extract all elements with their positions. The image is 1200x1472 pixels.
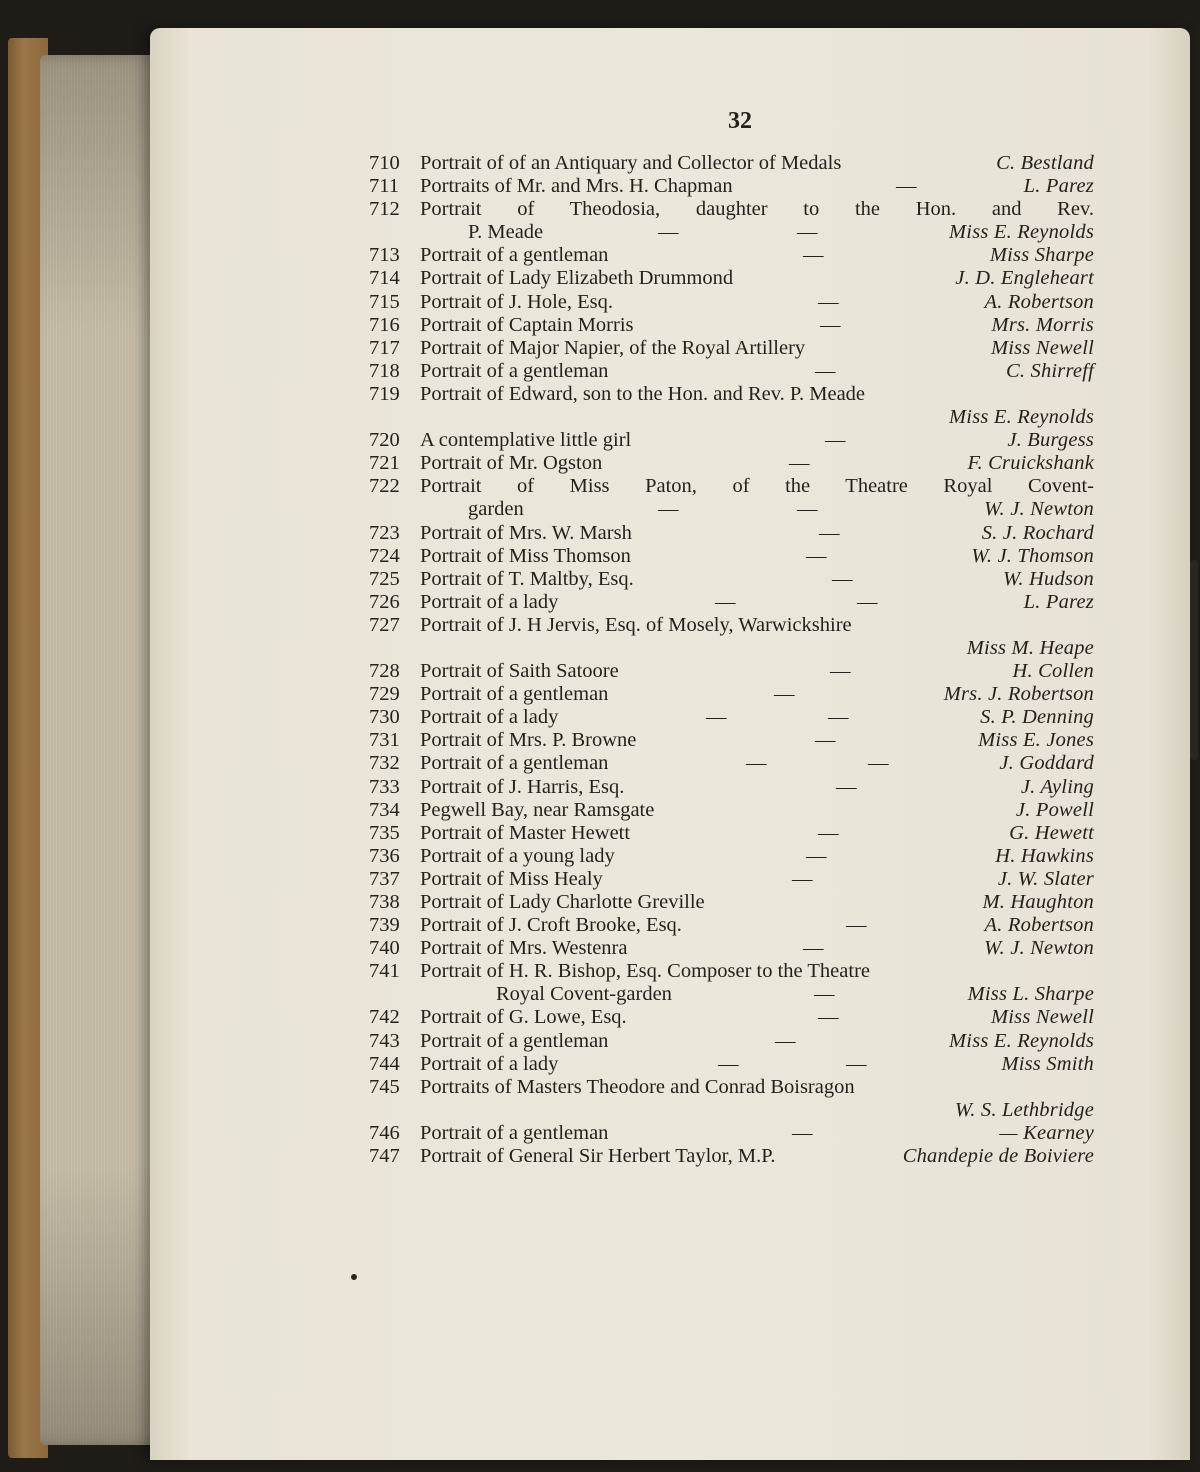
- list-item: [0, 660, 1200, 683]
- list-item: [0, 845, 1200, 868]
- entry-title: Portrait of J. H Jervis, Esq. of Mosely, Warwickshire: [420, 613, 852, 636]
- list-item: [0, 291, 1200, 314]
- entry-artist: L. Parez: [1023, 175, 1094, 198]
- dash-rule: —: [815, 359, 836, 382]
- entry-artist: A. Robertson: [984, 290, 1094, 313]
- dash-rule: —: [774, 683, 795, 706]
- list-item: [0, 891, 1200, 914]
- entry-artist: H. Hawkins: [995, 844, 1094, 867]
- list-item: [0, 314, 1200, 337]
- entry-title: Portrait of a lady: [420, 706, 559, 729]
- entry-number: 711: [369, 175, 399, 198]
- entry-title: Portrait of Theodosia, daughter to the Hon. and Rev.: [420, 198, 1094, 221]
- dash-rule: —: [803, 937, 824, 960]
- entry-artist: W. Hudson: [1002, 567, 1094, 590]
- entry-title: Portrait of a gentleman: [420, 683, 609, 706]
- list-item: [0, 452, 1200, 475]
- entry-number: 716: [369, 313, 400, 336]
- entry-title: Portrait of Mr. Ogston: [420, 452, 603, 475]
- entry-title: Portrait of a gentleman: [420, 359, 609, 382]
- dash-rule: —: [806, 544, 827, 567]
- list-item: [0, 475, 1200, 521]
- dash-rule: —: [814, 983, 835, 1006]
- ink-dot: [351, 1274, 357, 1280]
- entry-artist: J. Goddard: [999, 752, 1094, 775]
- list-item: [0, 152, 1200, 175]
- entry-artist: Miss E. Jones: [978, 729, 1094, 752]
- entry-artist: C. Shirreff: [1005, 359, 1094, 382]
- entry-artist: J. W. Slater: [997, 867, 1094, 890]
- entry-artist: Miss Newell: [991, 1006, 1094, 1029]
- entry-title: Portrait of T. Maltby, Esq.: [420, 567, 634, 590]
- entry-title: Portrait of Mrs. P. Browne: [420, 729, 637, 752]
- entry-artist: A. Robertson: [984, 914, 1094, 937]
- list-item: [0, 244, 1200, 267]
- dash-rule: —: [819, 521, 840, 544]
- list-item: [0, 937, 1200, 960]
- entry-artist: L. Parez: [1023, 590, 1094, 613]
- entry-title: Portraits of Masters Theodore and Conrad Boisragon: [420, 1075, 855, 1098]
- entry-number: 722: [369, 475, 400, 498]
- page-number: 32: [728, 108, 752, 134]
- entry-artist: J. Burgess: [1007, 429, 1094, 452]
- list-item: [0, 360, 1200, 383]
- dash-rule: —: [797, 498, 818, 521]
- dash-rule: —: [818, 290, 839, 313]
- list-item: [0, 914, 1200, 937]
- dash-rule: —: [828, 706, 849, 729]
- entry-artist: Miss M. Heape: [966, 636, 1094, 659]
- entry-number: 724: [369, 544, 400, 567]
- entry-title: Portrait of Miss Paton, of the Theatre Royal Covent-: [420, 475, 1094, 498]
- entry-artist: S. J. Rochard: [981, 521, 1094, 544]
- entry-title: Portrait of Miss Healy: [420, 867, 603, 890]
- dash-rule: —: [832, 567, 853, 590]
- list-item: [0, 799, 1200, 822]
- list-item: [0, 752, 1200, 775]
- dash-rule: —: [825, 429, 846, 452]
- entry-artist: W. J. Thomson: [971, 544, 1094, 567]
- dash-rule: —: [868, 752, 889, 775]
- list-item: [0, 1030, 1200, 1053]
- entry-artist: Miss E. Reynolds: [949, 1029, 1094, 1052]
- entry-title-continuation: Royal Covent-garden: [496, 983, 672, 1006]
- entry-title: Portrait of Edward, son to the Hon. and Rev. P. Meade: [420, 382, 866, 405]
- entry-artist: Chandepie de Boiviere: [902, 1145, 1094, 1168]
- entry-title: Portrait of J. Hole, Esq.: [420, 290, 614, 313]
- entry-artist: C. Bestland: [996, 152, 1094, 174]
- entry-number: 725: [369, 567, 400, 590]
- list-item: [0, 960, 1200, 1006]
- dash-rule: —: [706, 706, 727, 729]
- entry-number: 742: [369, 1006, 400, 1029]
- entry-number: 733: [369, 775, 400, 798]
- entry-artist: Miss Sharpe: [989, 244, 1094, 267]
- dash-rule: —: [846, 1052, 867, 1075]
- entry-artist: Mrs. J. Robertson: [943, 683, 1094, 706]
- list-item: [0, 776, 1200, 799]
- dash-rule: —: [818, 1006, 839, 1029]
- list-item: [0, 198, 1200, 244]
- entry-number: 717: [369, 336, 400, 359]
- entry-artist: — Kearney: [999, 1121, 1094, 1144]
- entry-title: Portrait of a gentleman: [420, 244, 609, 267]
- entry-artist: M. Haughton: [982, 891, 1094, 913]
- entry-artist: Miss E. Reynolds: [949, 406, 1094, 429]
- entry-title: Portrait of Mrs. Westenra: [420, 937, 628, 960]
- entry-artist: W. J. Newton: [984, 498, 1094, 521]
- entry-title: Portrait of Major Napier, of the Royal Artillery: [420, 336, 806, 359]
- entry-number: 741: [369, 960, 400, 983]
- list-item: [0, 729, 1200, 752]
- dash-rule: —: [715, 590, 736, 613]
- entry-number: 720: [369, 429, 400, 452]
- dash-rule: —: [830, 660, 851, 683]
- dash-rule: —: [718, 1052, 739, 1075]
- entry-title: Portrait of Miss Thomson: [420, 544, 631, 567]
- entry-title: Portrait of General Sir Herbert Taylor, M.P.: [420, 1145, 776, 1168]
- entry-number: 713: [369, 244, 400, 267]
- entry-number: 712: [369, 198, 400, 221]
- dash-rule: —: [857, 590, 878, 613]
- entry-number: 729: [369, 683, 400, 706]
- list-item: [0, 1122, 1200, 1145]
- entry-title: Portrait of H. R. Bishop, Esq. Composer to the Theatre: [420, 960, 870, 983]
- entry-number: 745: [369, 1075, 400, 1098]
- entry-title: Portrait of Lady Charlotte Greville: [420, 891, 705, 913]
- entry-number: 737: [369, 867, 400, 890]
- dash-rule: —: [658, 498, 679, 521]
- list-item: [0, 706, 1200, 729]
- entry-artist: J. D. Engleheart: [955, 267, 1094, 290]
- entry-number: 743: [369, 1029, 400, 1052]
- list-item: [0, 545, 1200, 568]
- list-item: [0, 822, 1200, 845]
- entry-title-continuation: P. Meade: [468, 221, 544, 244]
- list-item: [0, 429, 1200, 452]
- list-item: [0, 1076, 1200, 1122]
- entry-artist: W. S. Lethbridge: [954, 1098, 1094, 1121]
- entry-number: 735: [369, 821, 400, 844]
- dash-rule: —: [803, 244, 824, 267]
- dash-rule: —: [818, 821, 839, 844]
- entry-number: 710: [369, 152, 400, 174]
- entry-title: Pegwell Bay, near Ramsgate: [420, 798, 655, 821]
- dash-rule: —: [797, 221, 818, 244]
- entry-number: 730: [369, 706, 400, 729]
- dash-rule: —: [746, 752, 767, 775]
- entry-number: 714: [369, 267, 400, 290]
- entry-title: Portraits of Mr. and Mrs. H. Chapman: [420, 175, 733, 198]
- list-item: [0, 614, 1200, 660]
- list-item: [0, 175, 1200, 198]
- entry-title: A contemplative little girl: [420, 429, 632, 452]
- entry-artist: W. J. Newton: [984, 937, 1094, 960]
- entry-artist: J. Powell: [1015, 798, 1094, 821]
- list-item: [0, 1006, 1200, 1029]
- list-item: [0, 1053, 1200, 1076]
- entry-number: 736: [369, 844, 400, 867]
- entry-artist: Mrs. Morris: [991, 313, 1094, 336]
- entry-number: 719: [369, 382, 400, 405]
- entry-number: 718: [369, 359, 400, 382]
- entry-artist: Miss Newell: [991, 336, 1094, 359]
- entry-title: Portrait of J. Harris, Esq.: [420, 775, 625, 798]
- dash-rule: —: [792, 867, 813, 890]
- entry-artist: S. P. Denning: [980, 706, 1094, 729]
- entry-title: Portrait of Master Hewett: [420, 821, 631, 844]
- list-item: [0, 591, 1200, 614]
- entry-title: Portrait of J. Croft Brooke, Esq.: [420, 914, 682, 937]
- dash-rule: —: [896, 175, 917, 198]
- list-item: [0, 1145, 1200, 1168]
- entry-title: Portrait of Captain Morris: [420, 313, 634, 336]
- catalogue-list: [0, 152, 1200, 1168]
- entry-title: Portrait of a gentleman: [420, 1029, 609, 1052]
- entry-artist: F. Cruickshank: [967, 452, 1094, 475]
- list-item: [0, 267, 1200, 290]
- entry-title: Portrait of Lady Elizabeth Drummond: [420, 267, 734, 290]
- entry-number: 738: [369, 891, 400, 913]
- list-item: [0, 383, 1200, 429]
- entry-artist: Miss E. Reynolds: [949, 221, 1094, 244]
- dash-rule: —: [789, 452, 810, 475]
- entry-number: 734: [369, 798, 400, 821]
- list-item: [0, 522, 1200, 545]
- dash-rule: —: [836, 775, 857, 798]
- list-item: [0, 683, 1200, 706]
- entry-number: 732: [369, 752, 400, 775]
- entry-number: 747: [369, 1145, 400, 1168]
- entry-number: 746: [369, 1121, 400, 1144]
- entry-title: Portrait of a young lady: [420, 844, 615, 867]
- entry-title: Portrait of G. Lowe, Esq.: [420, 1006, 627, 1029]
- entry-title-continuation: garden: [468, 498, 524, 521]
- entry-number: 744: [369, 1052, 400, 1075]
- entry-artist: Miss L. Sharpe: [967, 983, 1094, 1006]
- entry-artist: H. Collen: [1012, 660, 1094, 683]
- entry-title: Portrait of Saith Satoore: [420, 660, 619, 683]
- list-item: [0, 568, 1200, 591]
- entry-number: 739: [369, 914, 400, 937]
- entry-number: 726: [369, 590, 400, 613]
- entry-number: 740: [369, 937, 400, 960]
- entry-number: 715: [369, 290, 400, 313]
- entry-number: 728: [369, 660, 400, 683]
- entry-title: Portrait of a lady: [420, 1052, 559, 1075]
- entry-artist: G. Hewett: [1009, 821, 1094, 844]
- entry-title: Portrait of Mrs. W. Marsh: [420, 521, 632, 544]
- dash-rule: —: [815, 729, 836, 752]
- entry-number: 727: [369, 613, 400, 636]
- dash-rule: —: [820, 313, 841, 336]
- entry-number: 723: [369, 521, 400, 544]
- entry-title: Portrait of of an Antiquary and Collector of Medals: [420, 152, 842, 174]
- list-item: [0, 868, 1200, 891]
- dash-rule: —: [806, 844, 827, 867]
- dash-rule: —: [658, 221, 679, 244]
- dash-rule: —: [775, 1029, 796, 1052]
- entry-number: 731: [369, 729, 400, 752]
- list-item: [0, 337, 1200, 360]
- entry-title: Portrait of a gentleman: [420, 752, 609, 775]
- entry-title: Portrait of a lady: [420, 590, 559, 613]
- entry-title: Portrait of a gentleman: [420, 1121, 609, 1144]
- dash-rule: —: [846, 914, 867, 937]
- dash-rule: —: [792, 1121, 813, 1144]
- entry-artist: J. Ayling: [1020, 775, 1094, 798]
- entry-artist: Miss Smith: [1001, 1052, 1094, 1075]
- entry-number: 721: [369, 452, 400, 475]
